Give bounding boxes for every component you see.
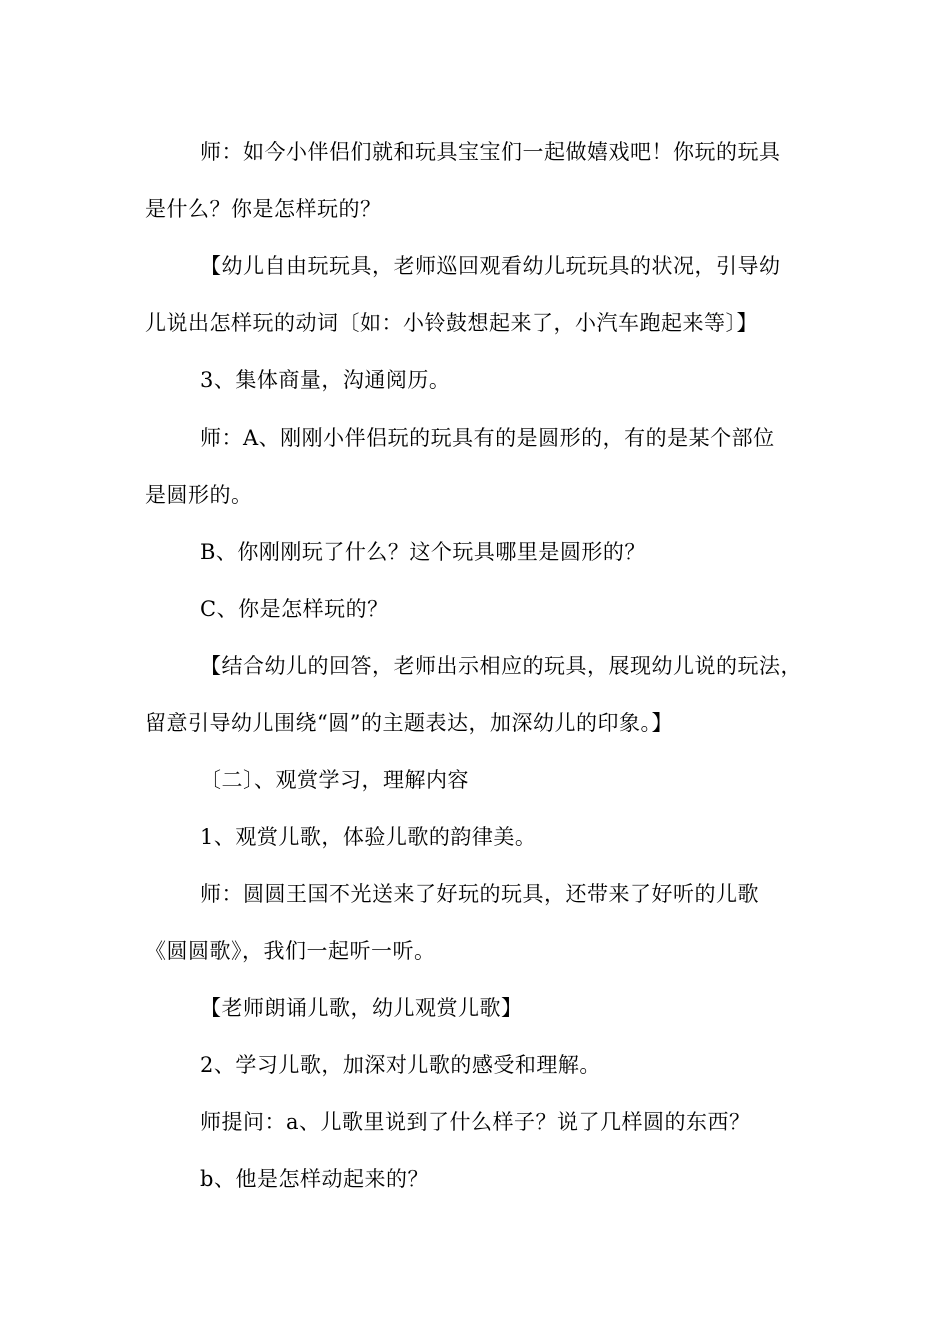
subsection-heading-1: 1、观赏儿歌，体验儿歌的韵律美。 xyxy=(200,825,537,849)
paragraph-line-14: 师：圆圆王国不光送来了好玩的玩具，还带来了好听的儿歌 xyxy=(200,882,759,906)
subsection-heading-2: 2、学习儿歌，加深对儿歌的感受和理解。 xyxy=(200,1053,601,1077)
paragraph-line-8: B、你刚刚玩了什么？这个玩具哪里是圆形的？ xyxy=(200,540,646,564)
paragraph-line-6: 师：A、刚刚小伴侣玩的玩具有的是圆形的，有的是某个部位 xyxy=(200,426,775,450)
paragraph-line-4: 儿说出怎样玩的动词〔如：小铃鼓想起来了，小汽车跑起来等〕】 xyxy=(145,311,758,335)
section-heading-2: 〔二〕、观赏学习，理解内容 xyxy=(200,768,469,792)
section-heading-3: 3、集体商量，沟通阅历。 xyxy=(200,368,451,392)
paragraph-line-10: 【结合幼儿的回答，老师出示相应的玩具，展现幼儿说的玩法， xyxy=(200,654,802,678)
paragraph-line-1: 师：如今小伴侣们就和玩具宝宝们一起做嬉戏吧！你玩的玩具 xyxy=(200,140,781,164)
paragraph-line-3: 【幼儿自由玩玩具，老师巡回观看幼儿玩玩具的状况，引导幼 xyxy=(200,254,781,278)
paragraph-line-9: C、你是怎样玩的？ xyxy=(200,597,389,621)
paragraph-line-11: 留意引导幼儿围绕“圆”的主题表达，加深幼儿的印象。】 xyxy=(145,711,673,735)
paragraph-line-19: b、他是怎样动起来的？ xyxy=(200,1167,429,1191)
paragraph-line-7: 是圆形的。 xyxy=(145,483,253,507)
paragraph-line-15: 《圆圆歌》，我们一起听一听。 xyxy=(145,939,436,963)
paragraph-line-16: 【老师朗诵儿歌，幼儿观赏儿歌】 xyxy=(200,996,523,1020)
paragraph-line-18: 师提问：a、儿歌里说到了什么样子？说了几样圆的东西？ xyxy=(200,1110,751,1134)
paragraph-line-2: 是什么？你是怎样玩的？ xyxy=(145,197,382,221)
